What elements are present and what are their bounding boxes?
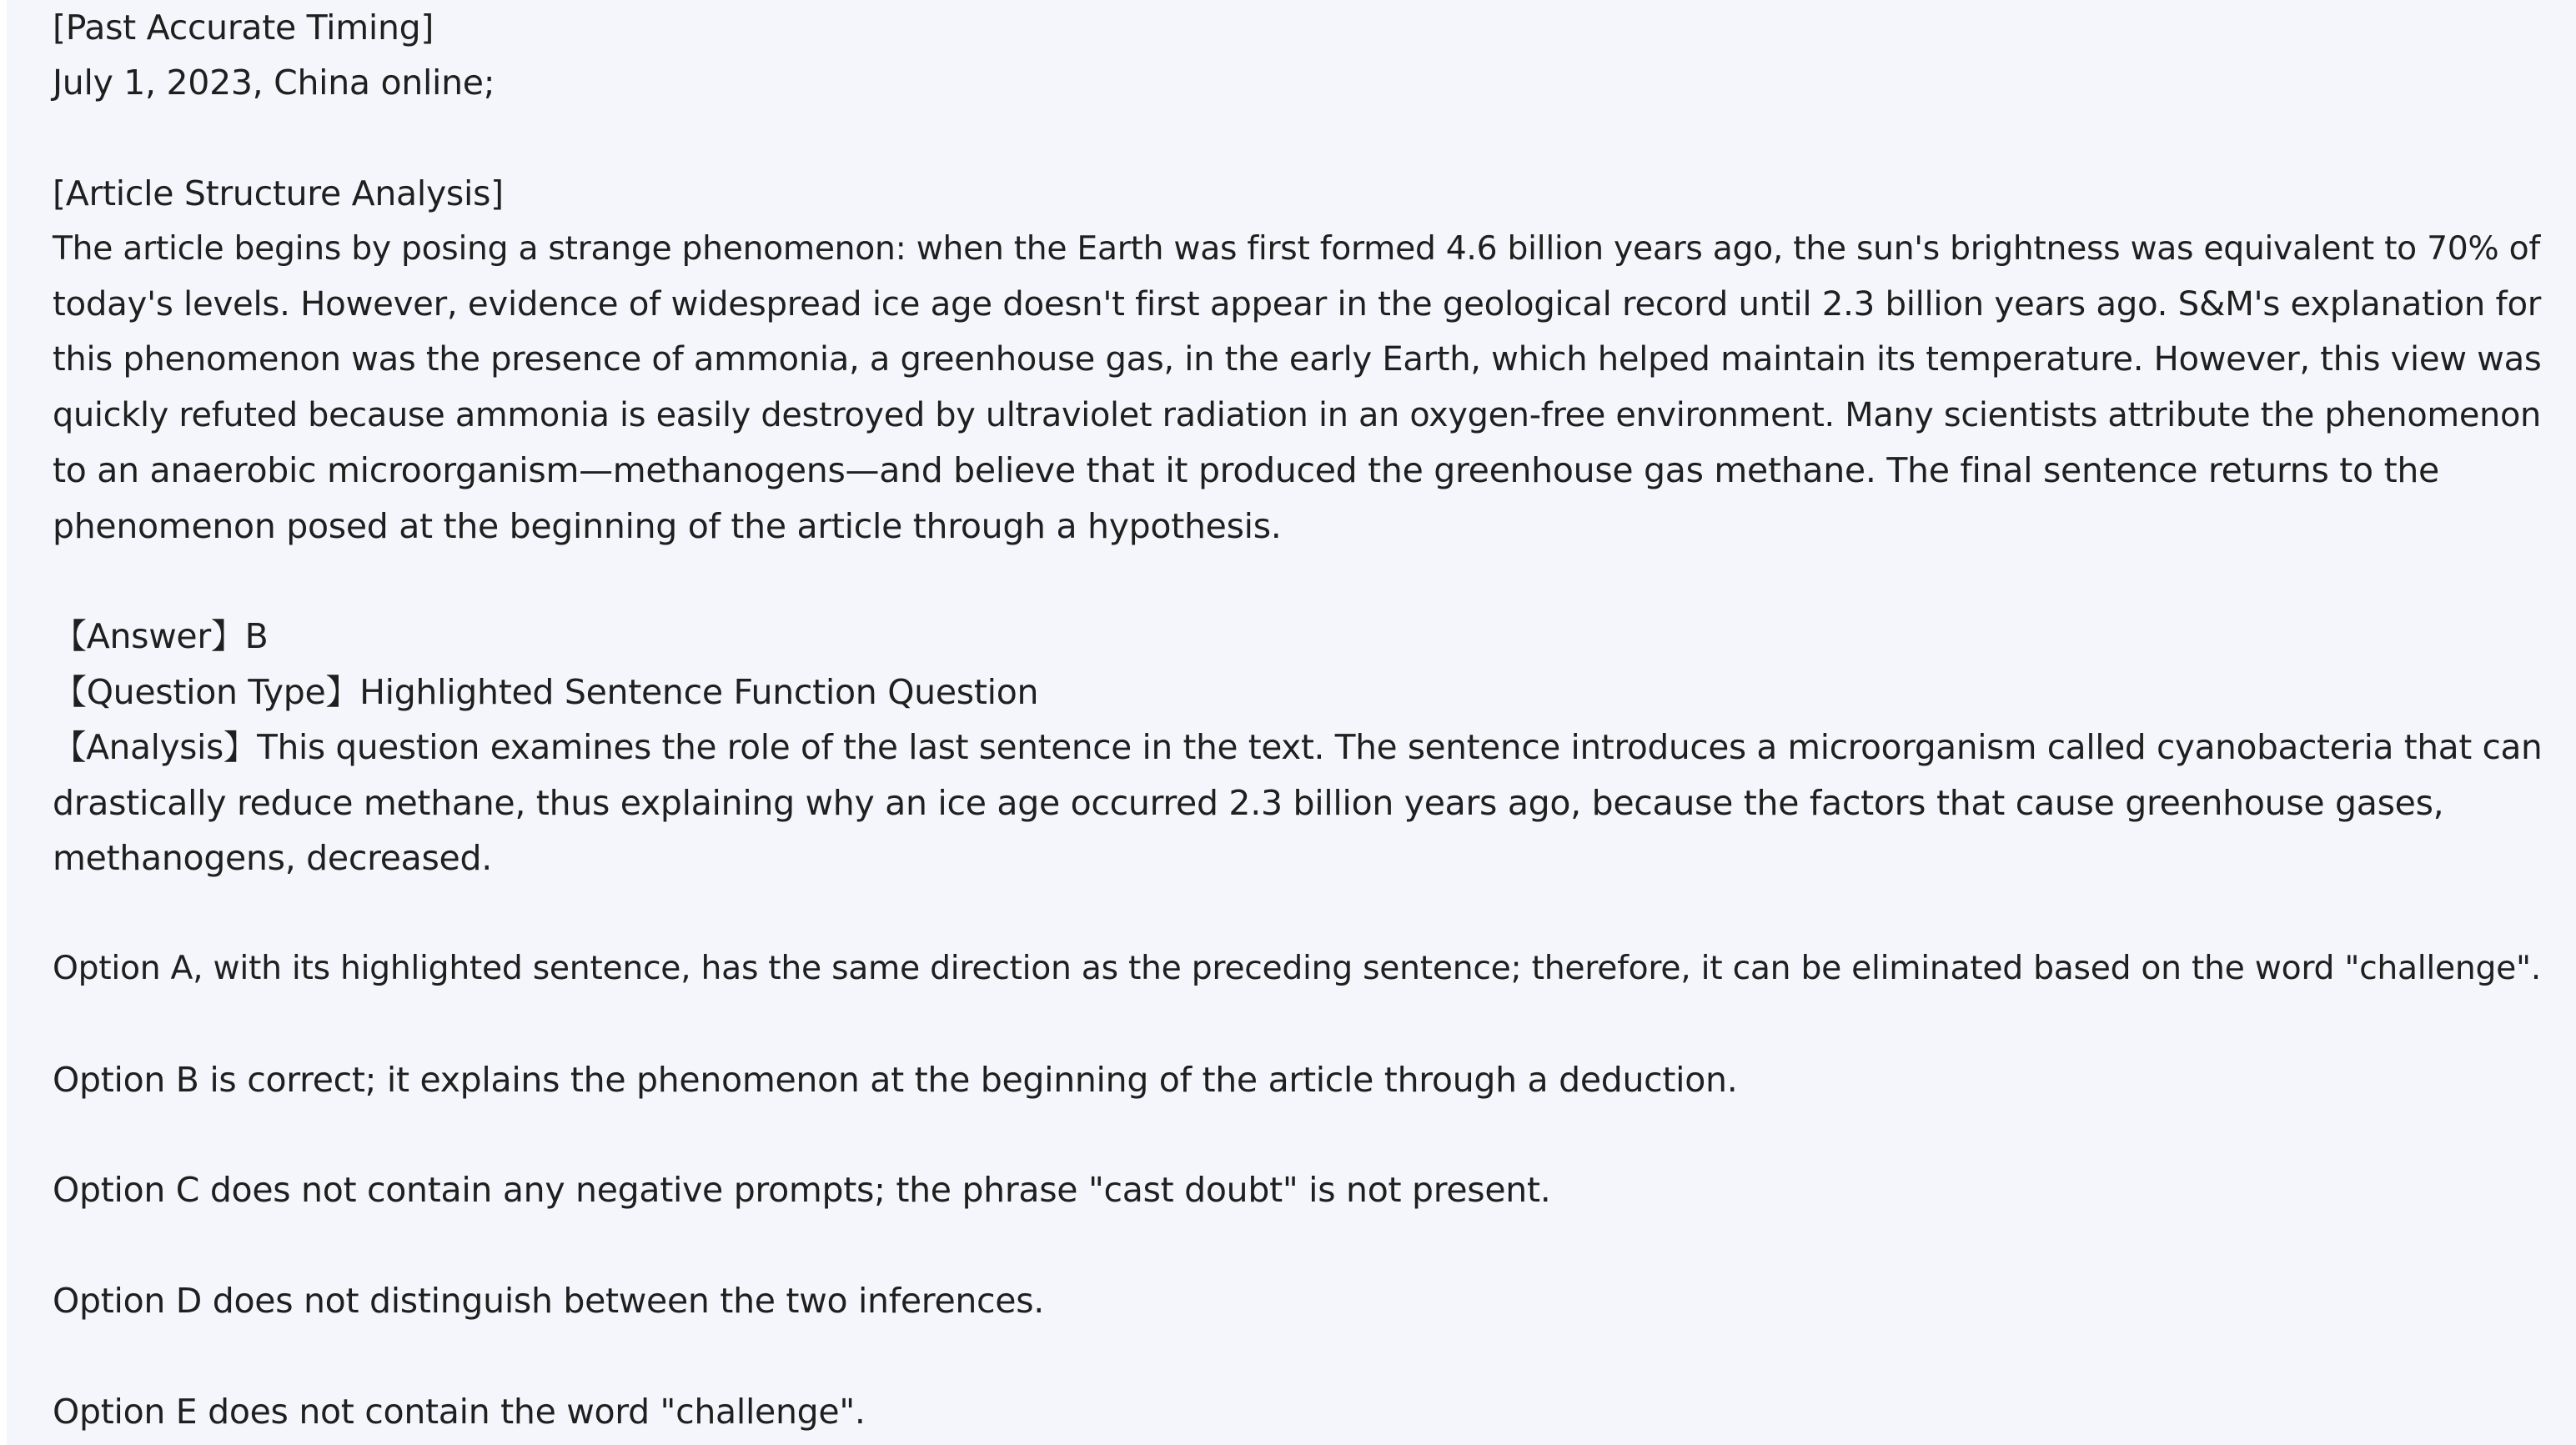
structure-line: quickly refuted because ammonia is easily destroyed by ultraviolet radiation in an oxygen-free environment. Many scientists attribute the phenomenon	[53, 395, 2541, 434]
spacer	[53, 1107, 2543, 1162]
option-a: Option A, with its highlighted sentence, has the same direction as the preceding sentence; therefore, it can be eliminated based on the word "challenge".	[53, 949, 2541, 987]
analysis-line: 【Analysis】This question examines the role of the last sentence in the text. The sentence introduces a microorganism called cyanobacteria that can	[53, 727, 2543, 768]
answer-line: 【Answer】B	[53, 616, 269, 657]
timing-heading: [Past Accurate Timing]	[53, 8, 434, 48]
spacer	[53, 554, 2543, 609]
spacer	[53, 111, 2543, 166]
structure-line: phenomenon posed at the beginning of the article through a hypothesis.	[53, 505, 1282, 546]
spacer	[53, 886, 2543, 941]
structure-line: today's levels. However, evidence of widespread ice age doesn't first appear in the geological record until 2.3 billion years ago. S&M's explanation for	[53, 284, 2542, 324]
option-e: Option E does not contain the word "challenge".	[53, 1392, 866, 1432]
analysis-line: methanogens, decreased.	[53, 838, 492, 879]
option-c: Option C does not contain any negative prompts; the phrase "cast doubt" is not present.	[53, 1170, 1551, 1211]
question-type-line: 【Question Type】Highlighted Sentence Function Question	[53, 671, 1039, 712]
spacer	[53, 1218, 2543, 1273]
spacer	[53, 996, 2543, 1051]
structure-heading: [Article Structure Analysis]	[53, 173, 504, 214]
analysis-line: drastically reduce methane, thus explaining why an ice age occurred 2.3 billion years ago, because the factors that cause greenhouse gases,	[53, 782, 2444, 823]
structure-line: The article begins by posing a strange phenomenon: when the Earth was first formed 4.6 billion years ago, the sun's brightness was equivalent to 70% of	[53, 229, 2540, 268]
structure-line: this phenomenon was the presence of ammonia, a greenhouse gas, in the early Earth, which helped maintain its temperature. However, this view was	[53, 340, 2542, 379]
option-d: Option D does not distinguish between the two inferences.	[53, 1281, 1045, 1322]
timing-text: July 1, 2023, China online;	[53, 63, 495, 103]
spacer	[53, 1329, 2543, 1384]
option-b: Option B is correct; it explains the phenomenon at the beginning of the article through a deduction.	[53, 1059, 1738, 1100]
structure-line: to an anaerobic microorganism—methanogens—and believe that it produced the greenhouse gas methane. The final sentence returns to the	[53, 450, 2439, 491]
answer-explanation-panel	[7, 0, 2576, 1445]
